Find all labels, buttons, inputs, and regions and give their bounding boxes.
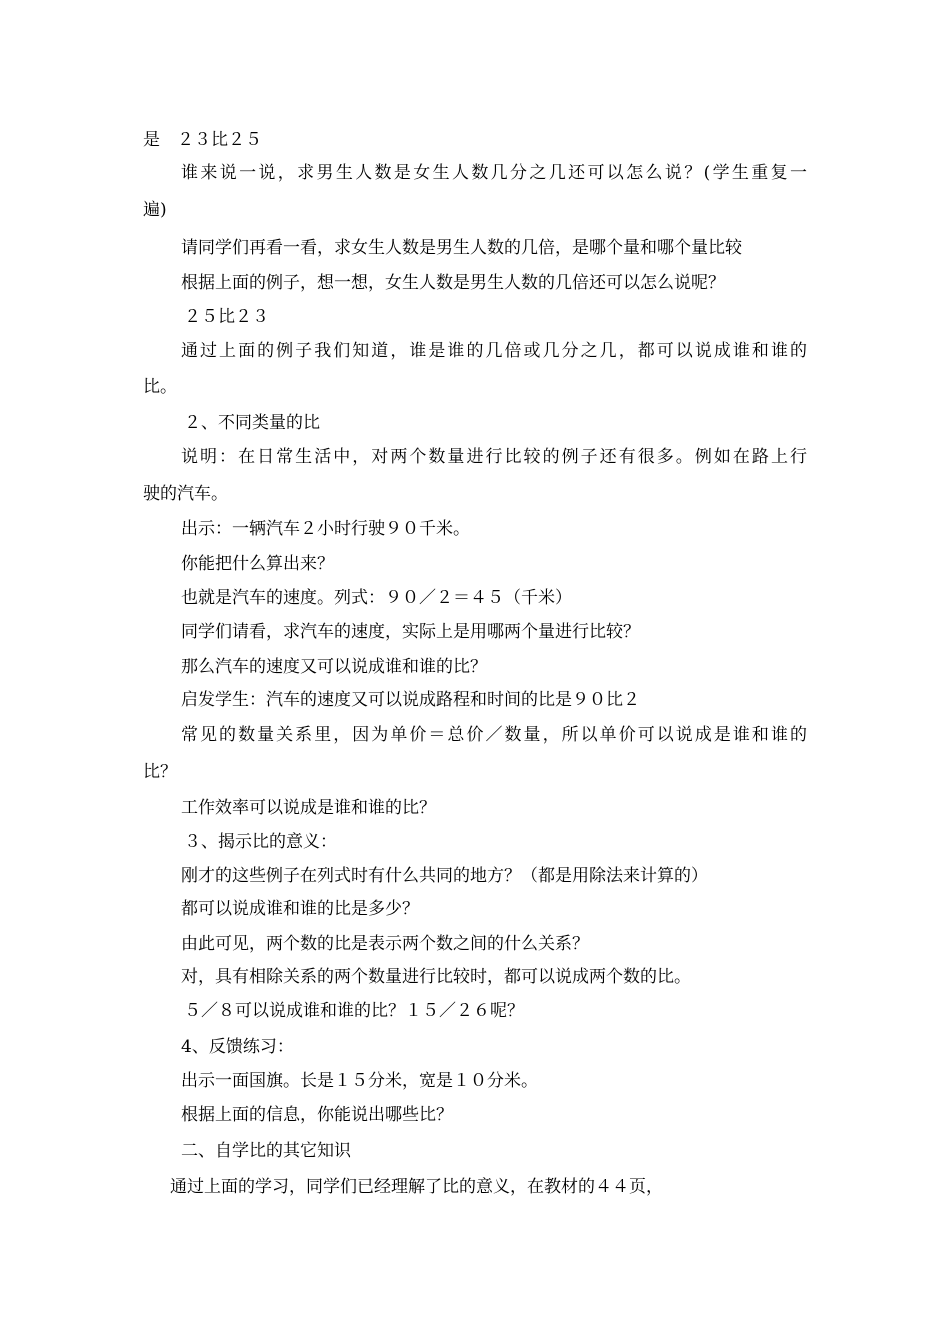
text-line-20: 工作效率可以说成是谁和谁的比？ xyxy=(181,798,436,818)
text-line-18: 常见的数量关系里，因为单价＝总价／数量，所以单价可以说成是谁和谁的 xyxy=(181,725,807,745)
text-line-13: 你能把什么算出来？ xyxy=(181,554,334,574)
text-line-9: ２、不同类量的比 xyxy=(184,413,320,433)
text-line-3: 遍) xyxy=(143,200,167,220)
text-line-23: 都可以说成谁和谁的比是多少？ xyxy=(181,899,419,919)
text-line-11: 驶的汽车。 xyxy=(143,484,228,504)
text-line-6: ２５比２３ xyxy=(184,307,269,327)
text-line-26: ５／８可以说成谁和谁的比？１５／２６呢？ xyxy=(184,1001,524,1021)
text-line-24: 由此可见，两个数的比是表示两个数之间的什么关系？ xyxy=(181,934,589,954)
text-line-25: 对，具有相除关系的两个数量进行比较时，都可以说成两个数的比。 xyxy=(181,967,691,987)
text-line-8: 比。 xyxy=(143,377,177,397)
text-line-14: 也就是汽车的速度。列式：９０／２＝４５（千米） xyxy=(181,588,572,608)
text-line-22: 刚才的这些例子在列式时有什么共同的地方？（都是用除法来计算的） xyxy=(181,866,708,886)
text-line-29: 根据上面的信息，你能说出哪些比？ xyxy=(181,1105,453,1125)
text-line-19: 比？ xyxy=(143,762,177,782)
text-line-16: 那么汽车的速度又可以说成谁和谁的比？ xyxy=(181,657,487,677)
text-line-2: 谁来说一说，求男生人数是女生人数几分之几还可以怎么说？(学生重复一 xyxy=(181,163,807,183)
text-line-17: 启发学生：汽车的速度又可以说成路程和时间的比是９０比２ xyxy=(181,690,640,710)
text-line-4: 请同学们再看一看，求女生人数是男生人数的几倍，是哪个量和哪个量比较 xyxy=(181,238,742,258)
text-line-5: 根据上面的例子，想一想，女生人数是男生人数的几倍还可以怎么说呢？ xyxy=(181,273,725,293)
text-line-21: ３、揭示比的意义： xyxy=(184,832,337,852)
text-line-27: 4、反馈练习： xyxy=(181,1037,294,1057)
text-line-1: 是 ２３比２５ xyxy=(143,130,262,150)
text-line-31: 通过上面的学习，同学们已经理解了比的意义，在教材的４４页， xyxy=(170,1177,663,1197)
text-line-30: 二、自学比的其它知识 xyxy=(181,1141,351,1161)
text-line-12: 出示：一辆汽车２小时行驶９０千米。 xyxy=(181,519,470,539)
text-line-10: 说明：在日常生活中，对两个数量进行比较的例子还有很多。例如在路上行 xyxy=(181,447,807,467)
text-line-7: 通过上面的例子我们知道，谁是谁的几倍或几分之几，都可以说成谁和谁的 xyxy=(181,341,807,361)
text-line-28: 出示一面国旗。长是１５分米，宽是１０分米。 xyxy=(181,1071,538,1091)
text-line-15: 同学们请看，求汽车的速度，实际上是用哪两个量进行比较？ xyxy=(181,622,640,642)
